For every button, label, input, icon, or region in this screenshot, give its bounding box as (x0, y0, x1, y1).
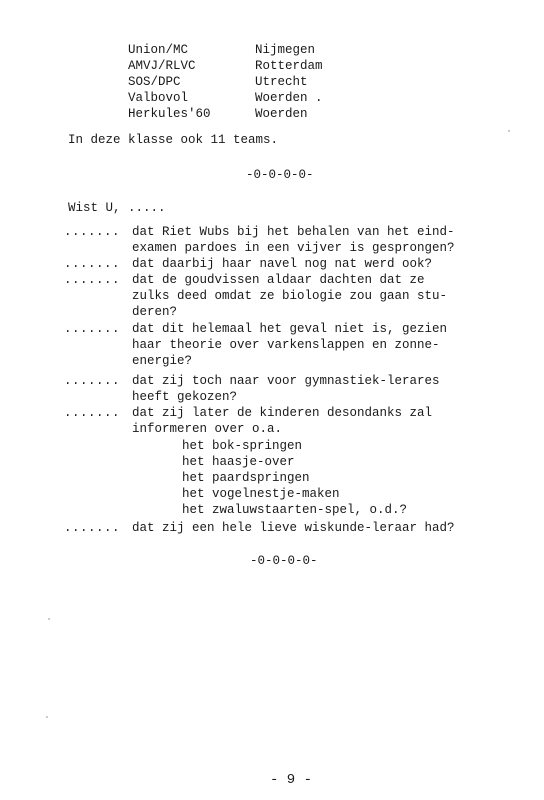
team-name: Union/MC (128, 43, 189, 57)
dot-leader: ....... (64, 406, 121, 420)
dot-leader: ....... (64, 257, 121, 271)
sub-item: het haasje-over (182, 455, 295, 469)
team-city: Utrecht (255, 75, 308, 89)
item-line: dat zij een hele lieve wiskunde-leraar had? (132, 521, 455, 535)
separator: -0-0-0-0- (246, 168, 314, 182)
scan-speck (48, 618, 50, 620)
scan-speck (508, 130, 510, 132)
team-name: Herkules'60 (128, 107, 211, 121)
sub-item: het vogelnestje-maken (182, 487, 340, 501)
dot-leader: ....... (64, 374, 121, 388)
team-city: Woerden (255, 107, 308, 121)
item-line: heeft gekozen? (132, 390, 238, 404)
scan-speck (46, 716, 48, 718)
section-heading: Wist U, ..... (68, 201, 166, 215)
item-line: dat dit helemaal het geval niet is, gezien (132, 322, 448, 336)
item-line: dat daarbij haar navel nog nat werd ook? (132, 257, 433, 271)
item-line: dat zij later de kinderen desondanks zal (132, 406, 433, 420)
team-city: Rotterdam (255, 59, 323, 73)
item-line: energie? (132, 354, 193, 368)
item-line: dat Riet Wubs bij het behalen van het eind- (132, 225, 455, 239)
dot-leader: ....... (64, 225, 121, 239)
team-name: Valbovol (128, 91, 189, 105)
team-city: Nijmegen (255, 43, 316, 57)
dot-leader: ....... (64, 273, 121, 287)
item-line: deren? (132, 305, 178, 319)
team-name: SOS/DPC (128, 75, 181, 89)
team-name: AMVJ/RLVC (128, 59, 196, 73)
page-number: - 9 - (270, 772, 313, 788)
class-note: In deze klasse ook 11 teams. (68, 133, 279, 147)
sub-item: het paardspringen (182, 471, 310, 485)
item-line: examen pardoes in een vijver is gesprongen? (132, 241, 455, 255)
dot-leader: ....... (64, 322, 121, 336)
sub-item: het bok-springen (182, 439, 303, 453)
separator: -0-0-0-0- (250, 554, 318, 568)
team-city: Woerden . (255, 91, 323, 105)
dot-leader: ....... (64, 521, 121, 535)
item-line: haar theorie over varkenslappen en zonne- (132, 338, 440, 352)
item-line: dat zij toch naar voor gymnastiek-lerares (132, 374, 440, 388)
sub-item: het zwaluwstaarten-spel, o.d.? (182, 503, 408, 517)
item-line: informeren over o.a. (132, 422, 283, 436)
item-line: dat de goudvissen aldaar dachten dat ze (132, 273, 425, 287)
item-line: zulks deed omdat ze biologie zou gaan stu- (132, 289, 448, 303)
